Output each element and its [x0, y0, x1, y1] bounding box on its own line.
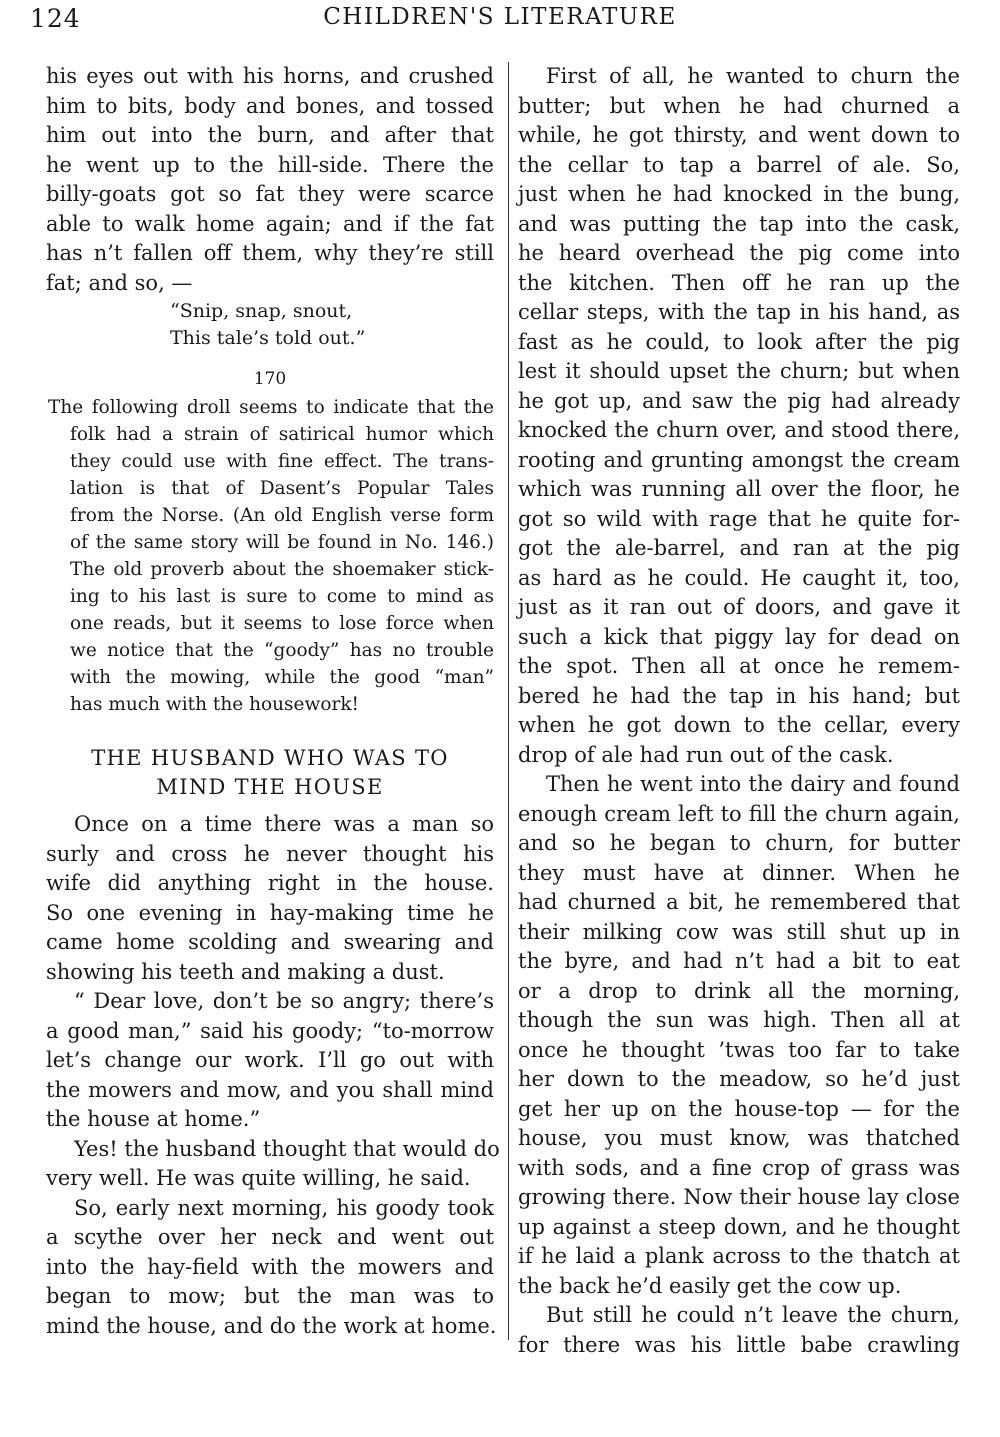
left-column	[46, 62, 500, 1341]
paragraph	[46, 810, 494, 987]
verse-line: “Snip, snap, snout,	[170, 300, 353, 322]
text-line: rooting and grunting amongst the cream	[518, 447, 960, 472]
editor-note	[46, 394, 494, 718]
text-line: able to walk home again; and if the fat	[46, 211, 494, 236]
text-line: as hard as he could. He caught it, too,	[518, 565, 960, 590]
text-line: began to mow; but the man was to	[46, 1284, 494, 1308]
note-line: of the same story will be found in No. 146.)	[70, 532, 494, 553]
text-line: and was putting the tap into the cask,	[518, 211, 960, 236]
text-line: showing his teeth and making a dust.	[46, 959, 445, 984]
text-line: he got up, and saw the pig had already	[518, 388, 960, 413]
text-line: her down to the meadow, so he’d just	[518, 1067, 960, 1091]
paragraph	[46, 987, 494, 1135]
text-line: First of all, he wanted to churn the	[546, 64, 960, 88]
text-line: knocked the churn over, and stood there,	[518, 418, 960, 442]
text-line: got the ale-barrel, and ran at the pig	[518, 536, 960, 560]
text-line: the byre, and had n’t had a bit to eat	[518, 949, 960, 973]
text-line: “ Dear love, don’t be so angry; there’s	[74, 989, 494, 1013]
paragraph	[518, 1301, 960, 1360]
text-line: just when he had knocked in the bung,	[518, 182, 960, 206]
text-line: fast as he could, to look after the pig	[518, 329, 960, 354]
text-line: the house at home.”	[46, 1107, 261, 1131]
text-line: had churned a bit, he remembered that	[518, 890, 960, 914]
text-line: up against a steep down, and he thought	[518, 1214, 960, 1239]
text-line: the cellar to tap a barrel of ale. So,	[518, 152, 960, 177]
text-line: which was running all over the floor, he	[518, 477, 960, 501]
text-line: the mowers and mow, and you shall mind	[46, 1077, 494, 1102]
text-line: came home scolding and swearing and	[46, 930, 494, 954]
text-line: once he thought ’twas too far to take	[518, 1037, 960, 1062]
page-header	[0, 4, 1000, 38]
text-line: drop of ale had run out of the cask.	[518, 742, 894, 767]
note-line: with the mowing, while the good “man”	[70, 667, 494, 688]
text-line: they must have at dinner. When he	[518, 860, 960, 885]
note-line: from the Norse. (An old English verse form	[70, 505, 494, 526]
text-line: such a kick that piggy lay for dead on	[518, 624, 960, 649]
text-line: let’s change our work. I’ll go out with	[46, 1048, 494, 1072]
text-line: the spot. Then all at once he remem-	[518, 654, 960, 678]
paragraph	[518, 62, 960, 770]
text-line: though the sun was high. Then all at	[518, 1008, 960, 1032]
text-line: Once on a time there was a man so	[74, 812, 494, 836]
text-line: very well. He was quite willing, he said.	[46, 1166, 471, 1190]
text-line: their milking cow was still shut up in	[518, 919, 960, 944]
closing-verse	[46, 298, 494, 352]
text-line: house, you must know, was thatched	[518, 1126, 960, 1150]
text-line: has n’t fallen off them, why they’re still	[46, 241, 494, 265]
text-line: surly and cross he never thought his	[46, 841, 494, 866]
text-line: with sods, and a fine crop of grass was	[518, 1155, 960, 1180]
column-divider	[508, 62, 509, 1340]
right-column	[518, 62, 960, 1360]
text-line: cellar steps, with the tap in his hand, as	[518, 300, 960, 324]
verse-line: This tale’s told out.”	[170, 327, 366, 349]
text-line: or a drop to drink all the morning,	[518, 978, 960, 1003]
text-line: get her up on the house-top — for the	[518, 1096, 960, 1121]
text-line: he heard overhead the pig come into	[518, 241, 960, 265]
text-line: wife did anything right in the house.	[46, 871, 494, 895]
note-line: we notice that the “goody” has no trouble	[70, 640, 494, 661]
text-line: he went up to the hill-side. There the	[46, 152, 494, 177]
text-line: got so wild with rage that he quite for-	[518, 506, 960, 531]
text-line: just as it ran out of doors, and gave it	[518, 595, 960, 619]
note-line: one reads, but it seems to lose force when	[70, 613, 494, 634]
text-line: into the hay-field with the mowers and	[46, 1254, 494, 1279]
paragraph	[46, 1194, 497, 1342]
story-title: MIND THE HOUSE	[156, 775, 384, 799]
text-line: Then he went into the dairy and found	[546, 772, 960, 796]
note-line: The following droll seems to indicate that the	[48, 397, 494, 418]
text-line: bered he had the tap in his hand; but	[518, 683, 960, 708]
note-line: ing to his last is sure to come to mind as	[70, 586, 494, 607]
text-line: fat; and so, —	[46, 270, 193, 295]
text-line: growing there. Now their house lay close	[518, 1185, 960, 1209]
text-line: But still he could n’t leave the churn,	[546, 1303, 960, 1327]
text-line: him to bits, body and bones, and tossed	[46, 93, 494, 118]
running-title: CHILDREN'S LITERATURE	[323, 4, 677, 30]
text-line: the back he’d easily get the cow up.	[518, 1273, 902, 1298]
text-line: lest it should upset the churn; but when	[518, 359, 960, 383]
note-line: lation is that of Dasent’s Popular Tales	[70, 478, 494, 499]
text-line: when he got down to the cellar, every	[518, 713, 960, 737]
text-line: the kitchen. Then off he ran up the	[518, 270, 960, 295]
text-line: his eyes out with his horns, and crushed	[46, 64, 494, 88]
text-line: for there was his little babe crawling	[518, 1332, 960, 1357]
story-title: THE HUSBAND WHO WAS TO	[91, 746, 449, 770]
section-number: 170	[253, 369, 287, 389]
text-line: enough cream left to fill the churn again,	[518, 801, 960, 826]
story-end-paragraph	[46, 62, 494, 298]
text-line: So one evening in hay-making time he	[46, 900, 494, 925]
text-line: and so he began to churn, for butter	[518, 831, 960, 855]
text-line: butter; but when he had churned a	[518, 93, 960, 118]
paragraph	[46, 1135, 500, 1194]
text-line: while, he got thirsty, and went down to	[518, 123, 960, 147]
text-line: him out into the burn, and after that	[46, 123, 494, 147]
note-line: folk had a strain of satirical humor which	[70, 424, 494, 445]
note-line: The old proverb about the shoemaker stick-	[70, 559, 494, 580]
note-line: has much with the housework!	[70, 694, 359, 715]
text-line: So, early next morning, his goody took	[74, 1195, 494, 1220]
text-line: if he laid a plank across to the thatch at	[518, 1244, 960, 1268]
paragraph	[518, 770, 960, 1301]
text-line: a scythe over her neck and went out	[46, 1225, 494, 1249]
text-line: a good man,” said his goody; “to-morrow	[46, 1018, 494, 1043]
text-line: mind the house, and do the work at home.	[46, 1313, 497, 1338]
note-line: they could use with fine effect. The trans-	[70, 451, 494, 472]
text-line: billy-goats got so fat they were scarce	[46, 182, 494, 206]
page-number: 124	[30, 4, 81, 33]
text-line: Yes! the husband thought that would do	[74, 1136, 500, 1161]
